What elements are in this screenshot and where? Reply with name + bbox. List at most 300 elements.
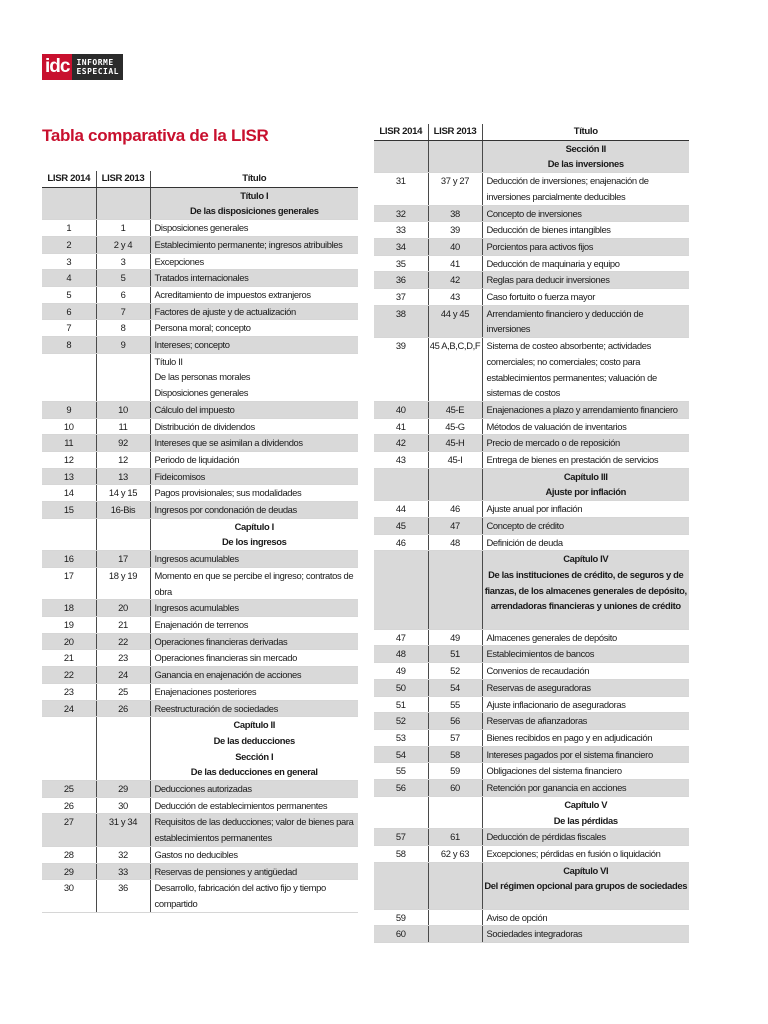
table-row — [42, 683, 358, 700]
section-heading-row — [42, 717, 358, 781]
cell-lisr-2014: 15 — [42, 502, 96, 519]
cell-titulo: Porcientos para activos fijos — [482, 238, 689, 255]
cell-titulo: Concepto de inversiones — [482, 205, 689, 222]
table-row — [374, 534, 689, 551]
cell-lisr-2013: 54 — [428, 679, 482, 696]
cell-titulo: Establecimiento permanente; ingresos atribuibles — [150, 236, 358, 253]
cell-titulo: Factores de ajuste y de actualización — [150, 303, 358, 320]
cell-titulo: Distribución de dividendos — [150, 418, 358, 435]
table-row — [374, 418, 689, 435]
heading-line: Capítulo II — [233, 719, 275, 731]
cell-titulo: Deducción de pérdidas fiscales — [482, 829, 689, 846]
cell-lisr-2013: 37 y 27 — [428, 173, 482, 205]
cell-lisr-2014: 25 — [42, 781, 96, 798]
cell-lisr-2013 — [96, 518, 150, 550]
cell-lisr-2013: 12 — [96, 451, 150, 468]
cell-lisr-2014: 31 — [374, 173, 428, 205]
heading-line: Del régimen opcional para grupos de sociedades — [484, 880, 688, 892]
cell-lisr-2013 — [428, 140, 482, 172]
cell-lisr-2013: 1 — [96, 220, 150, 237]
cell-titulo: Convenios de recaudación — [482, 663, 689, 680]
table-row — [42, 485, 358, 502]
cell-lisr-2013: 45-H — [428, 435, 482, 452]
cell-titulo: Definición de deuda — [482, 534, 689, 551]
cell-titulo: Fideicomisos — [150, 468, 358, 485]
cell-lisr-2013: 92 — [96, 435, 150, 452]
heading-line: De las personas morales — [154, 371, 251, 383]
cell-titulo: Precio de mercado o de reposición — [482, 435, 689, 452]
idc-informe-especial-logo — [42, 54, 123, 80]
cell-titulo: Intereses que se asimilan a dividendos — [150, 435, 358, 452]
cell-lisr-2014: 52 — [374, 713, 428, 730]
cell-titulo: Reservas de aseguradoras — [482, 679, 689, 696]
table-row — [42, 401, 358, 418]
table-row — [42, 551, 358, 568]
cell-lisr-2013: 8 — [96, 320, 150, 337]
heading-line: Ajuste por inflación — [545, 486, 626, 498]
table-row — [42, 846, 358, 863]
heading-line: Disposiciones generales — [154, 387, 249, 399]
column-header-lisr-2014: LISR 2014 — [42, 171, 96, 187]
cell-lisr-2014: 58 — [374, 845, 428, 862]
cell-lisr-2014 — [42, 717, 96, 781]
cell-lisr-2014: 34 — [374, 238, 428, 255]
cell-titulo: Ingresos por condonación de deudas — [150, 502, 358, 519]
table-row — [374, 746, 689, 763]
cell-lisr-2014: 26 — [42, 797, 96, 814]
cell-lisr-2013: 10 — [96, 401, 150, 418]
cell-lisr-2014: 32 — [374, 205, 428, 222]
column-header-lisr-2013: LISR 2013 — [428, 124, 482, 140]
logo-informe-especial — [72, 54, 123, 80]
table-row — [42, 468, 358, 485]
cell-lisr-2013: 62 y 63 — [428, 845, 482, 862]
cell-titulo: Ingresos acumulables — [150, 551, 358, 568]
cell-lisr-2013: 43 — [428, 289, 482, 306]
column-header-titulo: Título — [482, 124, 689, 140]
table-row — [374, 646, 689, 663]
table-row — [42, 616, 358, 633]
table-row — [374, 696, 689, 713]
cell-lisr-2013: 30 — [96, 797, 150, 814]
heading-line: Título I — [240, 189, 269, 201]
cell-lisr-2013: 13 — [96, 468, 150, 485]
cell-titulo: Enajenaciones posteriores — [150, 683, 358, 700]
table-row — [374, 452, 689, 469]
table-row — [374, 272, 689, 289]
cell-lisr-2014 — [42, 518, 96, 550]
cell-lisr-2013: 2 y 4 — [96, 236, 150, 253]
table-body-right — [374, 140, 689, 942]
cell-lisr-2014: 14 — [42, 485, 96, 502]
cell-lisr-2014: 18 — [42, 600, 96, 617]
cell-lisr-2014: 51 — [374, 696, 428, 713]
cell-lisr-2013: 55 — [428, 696, 482, 713]
table-row — [374, 238, 689, 255]
cell-lisr-2013: 23 — [96, 650, 150, 667]
cell-lisr-2014: 38 — [374, 305, 428, 337]
cell-titulo: Acreditamiento de impuestos extranjeros — [150, 286, 358, 303]
heading-line: Sección I — [235, 750, 274, 762]
section-heading — [482, 862, 689, 909]
cell-lisr-2014: 47 — [374, 629, 428, 646]
cell-lisr-2013 — [428, 551, 482, 630]
table-row — [42, 270, 358, 287]
cell-lisr-2013: 57 — [428, 730, 482, 747]
section-heading-row — [374, 551, 689, 630]
cell-lisr-2014: 53 — [374, 730, 428, 747]
heading-line: De las disposiciones generales — [189, 205, 319, 217]
heading-line: Capítulo VI — [563, 864, 609, 876]
heading-line: Capítulo III — [563, 470, 608, 482]
cell-titulo: Almacenes generales de depósito — [482, 629, 689, 646]
cell-lisr-2013: 41 — [428, 255, 482, 272]
table-row — [374, 501, 689, 518]
table-row — [374, 780, 689, 797]
cell-titulo: Enajenaciones a plazo y arrendamiento financiero — [482, 401, 689, 418]
cell-lisr-2013: 47 — [428, 517, 482, 534]
cell-lisr-2013: 32 — [96, 846, 150, 863]
table-row — [42, 418, 358, 435]
cell-titulo: Pagos provisionales; sus modalidades — [150, 485, 358, 502]
cell-lisr-2014: 29 — [42, 863, 96, 880]
cell-titulo: Intereses pagados por el sistema financiero — [482, 746, 689, 763]
cell-lisr-2013: 58 — [428, 746, 482, 763]
cell-lisr-2013: 40 — [428, 238, 482, 255]
cell-titulo: Obligaciones del sistema financiero — [482, 763, 689, 780]
table-row — [374, 763, 689, 780]
cell-lisr-2013: 38 — [428, 205, 482, 222]
table-row — [42, 502, 358, 519]
table-row — [374, 305, 689, 337]
heading-line: De las instituciones de crédito, de seguros y de fianzas, de los almacenes generales de depósito, arrendadoras financieras y uniones de crédito — [484, 568, 687, 612]
cell-titulo: Enajenación de terrenos — [150, 616, 358, 633]
cell-lisr-2013: 9 — [96, 337, 150, 354]
cell-lisr-2013: 16-Bis — [96, 502, 150, 519]
heading-line: De las deducciones en general — [190, 766, 318, 778]
cell-titulo: Bienes recibidos en pago y en adjudicación — [482, 730, 689, 747]
cell-lisr-2013: 44 y 45 — [428, 305, 482, 337]
table-row — [42, 600, 358, 617]
table-row — [42, 863, 358, 880]
cell-lisr-2013: 11 — [96, 418, 150, 435]
cell-titulo: Arrendamiento financiero y deducción de inversiones — [482, 305, 689, 337]
table-row — [42, 220, 358, 237]
cell-lisr-2014: 48 — [374, 646, 428, 663]
cell-lisr-2014 — [374, 862, 428, 909]
logo-line-2: ESPECIAL — [76, 67, 119, 76]
cell-lisr-2014: 8 — [42, 337, 96, 354]
cell-lisr-2014: 36 — [374, 272, 428, 289]
cell-lisr-2014: 37 — [374, 289, 428, 306]
table-header-row — [42, 171, 358, 187]
cell-lisr-2014: 27 — [42, 814, 96, 846]
cell-lisr-2014: 54 — [374, 746, 428, 763]
cell-lisr-2013: 45-E — [428, 401, 482, 418]
cell-lisr-2013: 29 — [96, 781, 150, 798]
cell-titulo: Retención por ganancia en acciones — [482, 780, 689, 797]
cell-lisr-2014: 50 — [374, 679, 428, 696]
cell-lisr-2013: 56 — [428, 713, 482, 730]
section-heading — [482, 140, 689, 172]
cell-lisr-2014 — [374, 551, 428, 630]
cell-lisr-2014: 46 — [374, 534, 428, 551]
logo-idc-brand: idc — [42, 54, 72, 80]
cell-lisr-2014 — [374, 468, 428, 500]
cell-lisr-2013: 18 y 19 — [96, 567, 150, 599]
column-header-lisr-2013: LISR 2013 — [96, 171, 150, 187]
cell-lisr-2013: 3 — [96, 253, 150, 270]
cell-lisr-2013 — [428, 926, 482, 943]
cell-lisr-2013: 51 — [428, 646, 482, 663]
table-row — [42, 451, 358, 468]
page-title: Tabla comparativa de la LISR — [42, 126, 269, 145]
cell-titulo: Deducción de establecimientos permanentes — [150, 797, 358, 814]
table-row — [42, 700, 358, 717]
cell-lisr-2013: 59 — [428, 763, 482, 780]
table-row — [42, 650, 358, 667]
cell-lisr-2013: 25 — [96, 683, 150, 700]
cell-titulo: Operaciones financieras sin mercado — [150, 650, 358, 667]
heading-line: Capítulo V — [564, 798, 608, 810]
cell-lisr-2014: 12 — [42, 451, 96, 468]
table-row — [374, 222, 689, 239]
table-row — [374, 730, 689, 747]
cell-titulo: Deducción de bienes intangibles — [482, 222, 689, 239]
cell-lisr-2014: 30 — [42, 880, 96, 912]
table-row — [42, 337, 358, 354]
cell-lisr-2014: 42 — [374, 435, 428, 452]
cell-lisr-2014: 41 — [374, 418, 428, 435]
cell-titulo: Deducción de maquinaria y equipo — [482, 255, 689, 272]
cell-titulo: Caso fortuito o fuerza mayor — [482, 289, 689, 306]
cell-lisr-2014: 20 — [42, 633, 96, 650]
table-row — [374, 679, 689, 696]
cell-lisr-2013: 26 — [96, 700, 150, 717]
table-row — [374, 829, 689, 846]
cell-titulo: Desarrollo, fabricación del activo fijo y tiempo compartido — [150, 880, 358, 912]
heading-line: De las deducciones — [213, 734, 295, 746]
cell-lisr-2014: 60 — [374, 926, 428, 943]
cell-lisr-2014: 44 — [374, 501, 428, 518]
cell-lisr-2013: 45-G — [428, 418, 482, 435]
section-heading — [482, 796, 689, 828]
table-row — [42, 797, 358, 814]
lisr-comparison-table-right — [374, 124, 689, 943]
cell-lisr-2013 — [428, 468, 482, 500]
table-row — [374, 517, 689, 534]
cell-lisr-2013: 24 — [96, 667, 150, 684]
cell-titulo: Métodos de valuación de inventarios — [482, 418, 689, 435]
cell-lisr-2014: 24 — [42, 700, 96, 717]
table-row — [374, 926, 689, 943]
cell-lisr-2013: 45-I — [428, 452, 482, 469]
table-row — [374, 205, 689, 222]
cell-lisr-2013: 7 — [96, 303, 150, 320]
cell-titulo: Entrega de bienes en prestación de servicios — [482, 452, 689, 469]
cell-lisr-2014 — [374, 140, 428, 172]
cell-titulo: Excepciones — [150, 253, 358, 270]
cell-lisr-2013: 36 — [96, 880, 150, 912]
section-heading — [482, 551, 689, 630]
cell-titulo: Persona moral; concepto — [150, 320, 358, 337]
cell-titulo: Tratados internacionales — [150, 270, 358, 287]
section-heading — [482, 468, 689, 500]
cell-lisr-2013: 17 — [96, 551, 150, 568]
cell-lisr-2013: 21 — [96, 616, 150, 633]
cell-lisr-2014: 57 — [374, 829, 428, 846]
cell-lisr-2013: 31 y 34 — [96, 814, 150, 846]
cell-lisr-2013 — [428, 862, 482, 909]
cell-titulo: Establecimientos de bancos — [482, 646, 689, 663]
cell-titulo: Ingresos acumulables — [150, 600, 358, 617]
cell-lisr-2013: 39 — [428, 222, 482, 239]
cell-lisr-2014: 7 — [42, 320, 96, 337]
cell-titulo: Reservas de pensiones y antigüedad — [150, 863, 358, 880]
section-heading-row — [374, 796, 689, 828]
table-row — [42, 633, 358, 650]
cell-titulo: Ajuste anual por inflación — [482, 501, 689, 518]
cell-lisr-2013: 42 — [428, 272, 482, 289]
cell-titulo: Reestructuración de sociedades — [150, 700, 358, 717]
cell-lisr-2014: 22 — [42, 667, 96, 684]
heading-line: Capítulo I — [234, 520, 274, 532]
table-row — [374, 173, 689, 205]
table-row — [374, 338, 689, 402]
cell-lisr-2014: 21 — [42, 650, 96, 667]
table-header-row — [374, 124, 689, 140]
table-row — [42, 814, 358, 846]
section-heading-row — [42, 187, 358, 219]
heading-line: De las inversiones — [547, 158, 624, 170]
cell-lisr-2014: 56 — [374, 780, 428, 797]
cell-lisr-2014: 33 — [374, 222, 428, 239]
heading-line: Capítulo IV — [563, 553, 609, 565]
cell-lisr-2014: 39 — [374, 338, 428, 402]
cell-lisr-2013: 6 — [96, 286, 150, 303]
cell-lisr-2014: 35 — [374, 255, 428, 272]
cell-titulo: Excepciones; pérdidas en fusión o liquidación — [482, 845, 689, 862]
cell-lisr-2014: 59 — [374, 909, 428, 926]
cell-lisr-2013: 14 y 15 — [96, 485, 150, 502]
cell-titulo: Operaciones financieras derivadas — [150, 633, 358, 650]
table-row — [42, 567, 358, 599]
cell-lisr-2014: 6 — [42, 303, 96, 320]
section-heading — [150, 518, 358, 550]
cell-titulo: Gastos no deducibles — [150, 846, 358, 863]
cell-lisr-2013: 46 — [428, 501, 482, 518]
cell-lisr-2014 — [42, 187, 96, 219]
heading-line: De las pérdidas — [553, 814, 618, 826]
cell-lisr-2013: 60 — [428, 780, 482, 797]
section-heading-row — [374, 140, 689, 172]
cell-titulo: Momento en que se percibe el ingreso; contratos de obra — [150, 567, 358, 599]
cell-titulo: Ajuste inflacionario de aseguradoras — [482, 696, 689, 713]
cell-lisr-2014: 19 — [42, 616, 96, 633]
cell-lisr-2014 — [42, 353, 96, 401]
cell-lisr-2013 — [428, 796, 482, 828]
cell-lisr-2014: 10 — [42, 418, 96, 435]
section-heading-row — [374, 468, 689, 500]
cell-lisr-2014: 13 — [42, 468, 96, 485]
cell-titulo: Sociedades integradoras — [482, 926, 689, 943]
table-row — [42, 880, 358, 912]
cell-titulo: Requisitos de las deducciones; valor de bienes para establecimientos permanentes — [150, 814, 358, 846]
cell-titulo: Intereses; concepto — [150, 337, 358, 354]
cell-titulo: Aviso de opción — [482, 909, 689, 926]
cell-lisr-2013: 61 — [428, 829, 482, 846]
cell-lisr-2014: 9 — [42, 401, 96, 418]
cell-lisr-2013: 49 — [428, 629, 482, 646]
table-row — [374, 255, 689, 272]
logo-line-1: INFORME — [76, 58, 114, 67]
cell-titulo: Reglas para deducir inversiones — [482, 272, 689, 289]
cell-lisr-2014: 11 — [42, 435, 96, 452]
cell-titulo: Reservas de afianzadoras — [482, 713, 689, 730]
cell-lisr-2013: 20 — [96, 600, 150, 617]
table-row — [42, 435, 358, 452]
cell-titulo: Periodo de liquidación — [150, 451, 358, 468]
table-row — [374, 401, 689, 418]
table-row — [42, 253, 358, 270]
table-row — [374, 629, 689, 646]
cell-lisr-2014: 5 — [42, 286, 96, 303]
cell-titulo: Deducción de inversiones; enajenación de inversiones parcialmente deducibles — [482, 173, 689, 205]
table-row — [374, 713, 689, 730]
cell-titulo: Sistema de costeo absorbente; actividades comerciales; no comerciales; costo para establecimientos permanentes; valuación de sistemas de costos — [482, 338, 689, 402]
section-heading — [150, 717, 358, 781]
cell-lisr-2014 — [374, 796, 428, 828]
cell-lisr-2014: 43 — [374, 452, 428, 469]
cell-lisr-2013: 48 — [428, 534, 482, 551]
cell-titulo: Deducciones autorizadas — [150, 781, 358, 798]
heading-line: Sección II — [565, 142, 606, 154]
table-row — [42, 303, 358, 320]
cell-lisr-2014: 40 — [374, 401, 428, 418]
lisr-comparison-table-left — [42, 171, 358, 913]
table-row — [374, 289, 689, 306]
cell-lisr-2014: 45 — [374, 517, 428, 534]
cell-lisr-2014: 16 — [42, 551, 96, 568]
section-heading — [150, 187, 358, 219]
table-row — [42, 781, 358, 798]
section-heading-row — [42, 518, 358, 550]
cell-lisr-2013: 22 — [96, 633, 150, 650]
title-group-row — [42, 353, 358, 401]
heading-line: Título II — [154, 355, 183, 367]
cell-titulo: Ganancia en enajenación de acciones — [150, 667, 358, 684]
table-body-left — [42, 187, 358, 912]
cell-lisr-2014: 23 — [42, 683, 96, 700]
cell-lisr-2013: 52 — [428, 663, 482, 680]
column-header-lisr-2014: LISR 2014 — [374, 124, 428, 140]
cell-lisr-2013: 5 — [96, 270, 150, 287]
title-group — [150, 353, 358, 401]
cell-lisr-2014: 17 — [42, 567, 96, 599]
cell-lisr-2014: 4 — [42, 270, 96, 287]
cell-lisr-2014: 28 — [42, 846, 96, 863]
cell-lisr-2013 — [428, 909, 482, 926]
table-row — [374, 909, 689, 926]
cell-lisr-2014: 3 — [42, 253, 96, 270]
table-row — [42, 286, 358, 303]
cell-lisr-2013: 33 — [96, 863, 150, 880]
cell-lisr-2013 — [96, 353, 150, 401]
cell-titulo: Concepto de crédito — [482, 517, 689, 534]
cell-titulo: Disposiciones generales — [150, 220, 358, 237]
table-row — [42, 320, 358, 337]
table-row — [42, 667, 358, 684]
